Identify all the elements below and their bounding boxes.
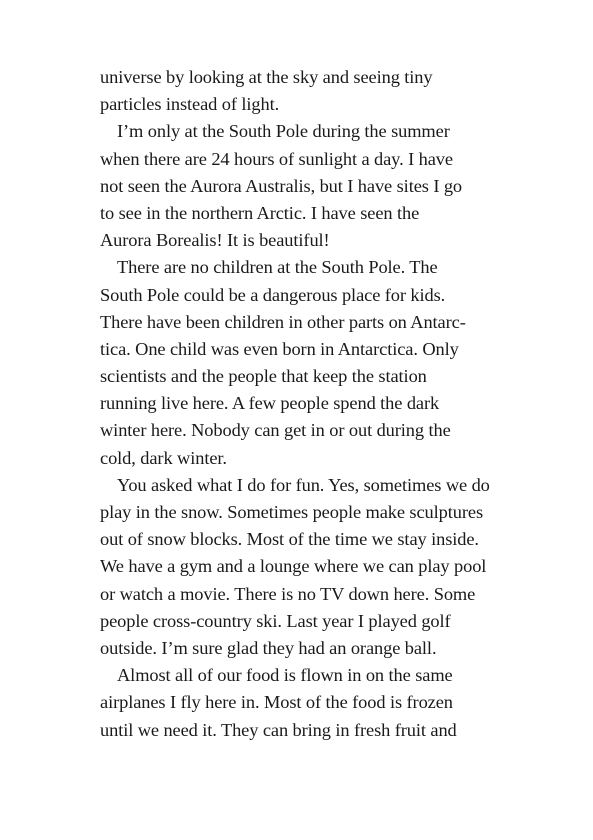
text-line: We have a gym and a lounge where we can play pool — [100, 556, 487, 577]
paragraph-first-line: You asked what I do for fun. Yes, sometimes we do — [117, 474, 490, 495]
text-line: particles instead of light. — [100, 94, 280, 115]
text-line: South Pole could be a dangerous place for kids. — [100, 284, 446, 305]
text-line: when there are 24 hours of sunlight a day. I have — [100, 148, 453, 169]
paragraph-first-line: Almost all of our food is flown in on the same — [117, 665, 453, 686]
text-line: until we need it. They can bring in fresh fruit and — [100, 719, 457, 740]
text-line: Aurora Borealis! It is beautiful! — [100, 230, 330, 251]
text-line: tica. One child was even born in Antarctica. Only — [100, 338, 459, 359]
text-line: There have been children in other parts on Antarc- — [100, 311, 466, 332]
text-line: out of snow blocks. Most of the time we stay inside. — [100, 529, 479, 550]
text-line: universe by looking at the sky and seeing tiny — [100, 67, 433, 87]
page-body — [100, 64, 500, 744]
paragraph-first-line: I’m only at the South Pole during the summer — [117, 121, 450, 142]
paragraph-first-line: There are no children at the South Pole. The — [117, 257, 438, 278]
text-line: not seen the Aurora Australis, but I have sites I go — [100, 175, 463, 196]
text-line: airplanes I fly here in. Most of the food is frozen — [100, 692, 453, 713]
text-line: scientists and the people that keep the station — [100, 366, 427, 387]
text-line: winter here. Nobody can get in or out during the — [100, 420, 451, 441]
text-line: running live here. A few people spend the dark — [100, 393, 440, 414]
text-line: to see in the northern Arctic. I have seen the — [100, 202, 420, 223]
text-line: cold, dark winter. — [100, 447, 227, 468]
text-line: or watch a movie. There is no TV down here. Some — [100, 583, 476, 604]
text-line: people cross-country ski. Last year I played golf — [100, 610, 451, 631]
text-line: play in the snow. Sometimes people make sculptures — [100, 502, 483, 522]
text-line: outside. I’m sure glad they had an orange ball. — [100, 637, 437, 658]
